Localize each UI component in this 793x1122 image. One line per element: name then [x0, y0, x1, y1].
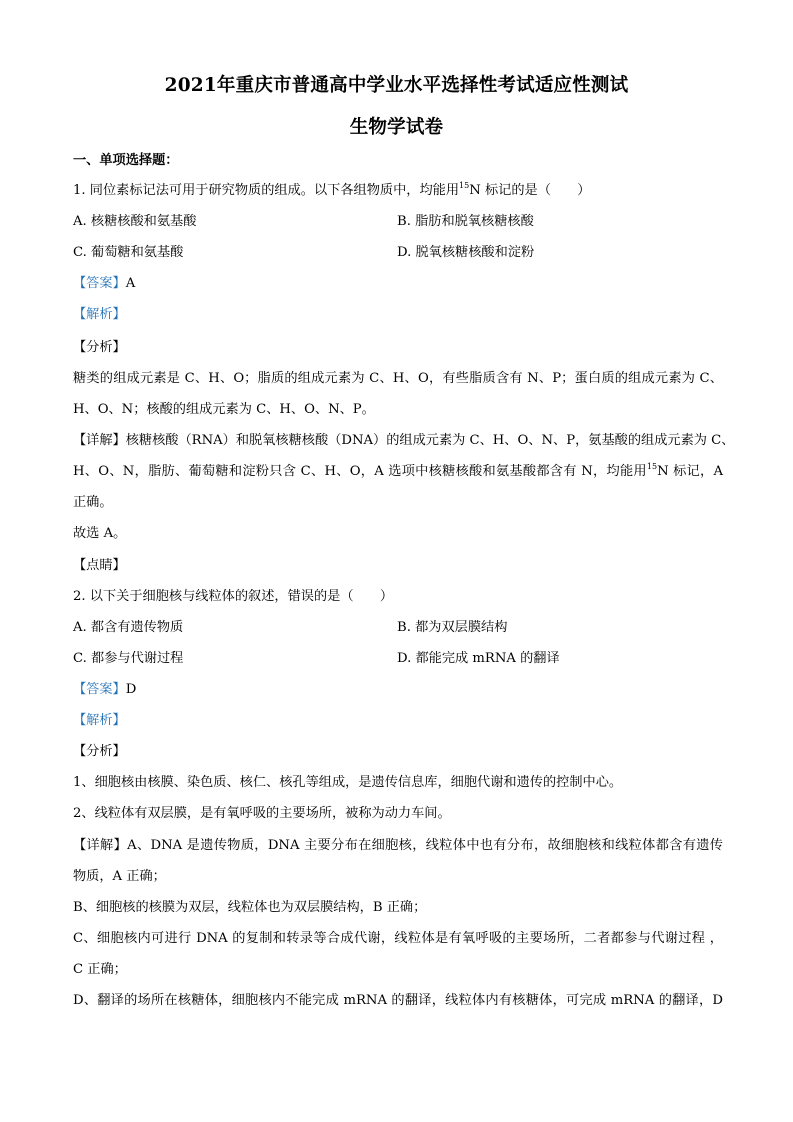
- q1-detail-line-1: 【详解】核糖核酸（RNA）和脱氧核糖核酸（DNA）的组成元素为 C、H、O、N、P，氨基酸的组成元素为 C、: [73, 433, 735, 448]
- q2-stem: 2. 以下关于细胞核与线粒体的叙述，错误的是（ ）: [73, 589, 394, 604]
- q2-detail-line-4: C、细胞核内可进行 DNA 的复制和转录等合成代谢，线粒体是有氧呼吸的主要场所，二者都参与代谢过程 ，: [73, 931, 723, 946]
- section-heading: 一、单项选择题：: [73, 153, 179, 168]
- q1-conclusion: 故选 A。: [73, 526, 127, 541]
- q1-option-b: B. 脂肪和脱氧核糖核酸: [397, 214, 534, 229]
- q2-fenxi-line-2: 2、线粒体有双层膜，是有氧呼吸的主要场所，被称为动力车间。: [73, 806, 451, 821]
- q2-answer: 【答案】D: [73, 682, 137, 697]
- q1-option-a: A. 核糖核酸和氨基酸: [73, 214, 197, 229]
- q1-option-c: C. 葡萄糖和氨基酸: [73, 245, 184, 260]
- q1-detail-line-3: 正确。: [73, 495, 113, 510]
- q1-detail-line-2: H、O、N，脂肪、葡萄糖和淀粉只含 C、H、O，A 选项中核糖核酸和氨基酸都含有 N，均能用$^{15}$N 标记，A: [73, 462, 723, 479]
- q2-option-a: A. 都含有遗传物质: [73, 620, 184, 635]
- q1-fenxi-line-1: 糖类的组成元素是 C、H、O；脂质的组成元素为 C、H、O，有些脂质含有 N、P；蛋白质的组成元素为 C、: [73, 371, 723, 386]
- page-subtitle: 生物学试卷: [349, 117, 444, 138]
- q2-option-d: D. 都能完成 mRNA 的翻译: [397, 651, 560, 666]
- q2-detail-line-1: 【详解】A、DNA 是遗传物质，DNA 主要分布在细胞核，线粒体中也有分布，故细胞核和线粒体都含有遗传: [73, 838, 723, 853]
- page-title: 2021年重庆市普通高中学业水平选择性考试适应性测试: [164, 75, 629, 96]
- q2-detail-line-2: 物质，A 正确；: [73, 869, 166, 884]
- q1-option-d: D. 脱氧核糖核酸和淀粉: [397, 245, 535, 260]
- q1-dianjing-tag: 【点睛】: [73, 558, 126, 573]
- q1-fenxi-tag: 【分析】: [73, 340, 126, 355]
- q1-stem: 1. 同位素标记法可用于研究物质的组成。以下各组物质中，均能用$^{15}$N 标记的是（ ）: [73, 181, 591, 198]
- q2-detail-line-6: D、翻译的场所在核糖体，细胞核内不能完成 mRNA 的翻译，线粒体内有核糖体，可完成 mRNA 的翻译，D: [73, 993, 723, 1008]
- q1-fenxi-line-2: H、O、N；核酸的组成元素为 C、H、O、N、P。: [73, 402, 375, 417]
- q2-fenxi-line-1: 1、细胞核由核膜、染色质、核仁、核孔等组成，是遗传信息库，细胞代谢和遗传的控制中心。: [73, 775, 623, 790]
- q2-option-b: B. 都为双层膜结构: [397, 620, 508, 635]
- q2-analysis-tag: 【解析】: [73, 713, 126, 728]
- q2-fenxi-tag: 【分析】: [73, 744, 126, 759]
- q1-analysis-tag: 【解析】: [73, 307, 126, 322]
- q1-answer: 【答案】A: [73, 276, 136, 291]
- q2-option-c: C. 都参与代谢过程: [73, 651, 184, 666]
- q2-detail-line-3: B、细胞核的核膜为双层，线粒体也为双层膜结构，B 正确；: [73, 900, 427, 915]
- q2-detail-line-5: C 正确；: [73, 962, 127, 977]
